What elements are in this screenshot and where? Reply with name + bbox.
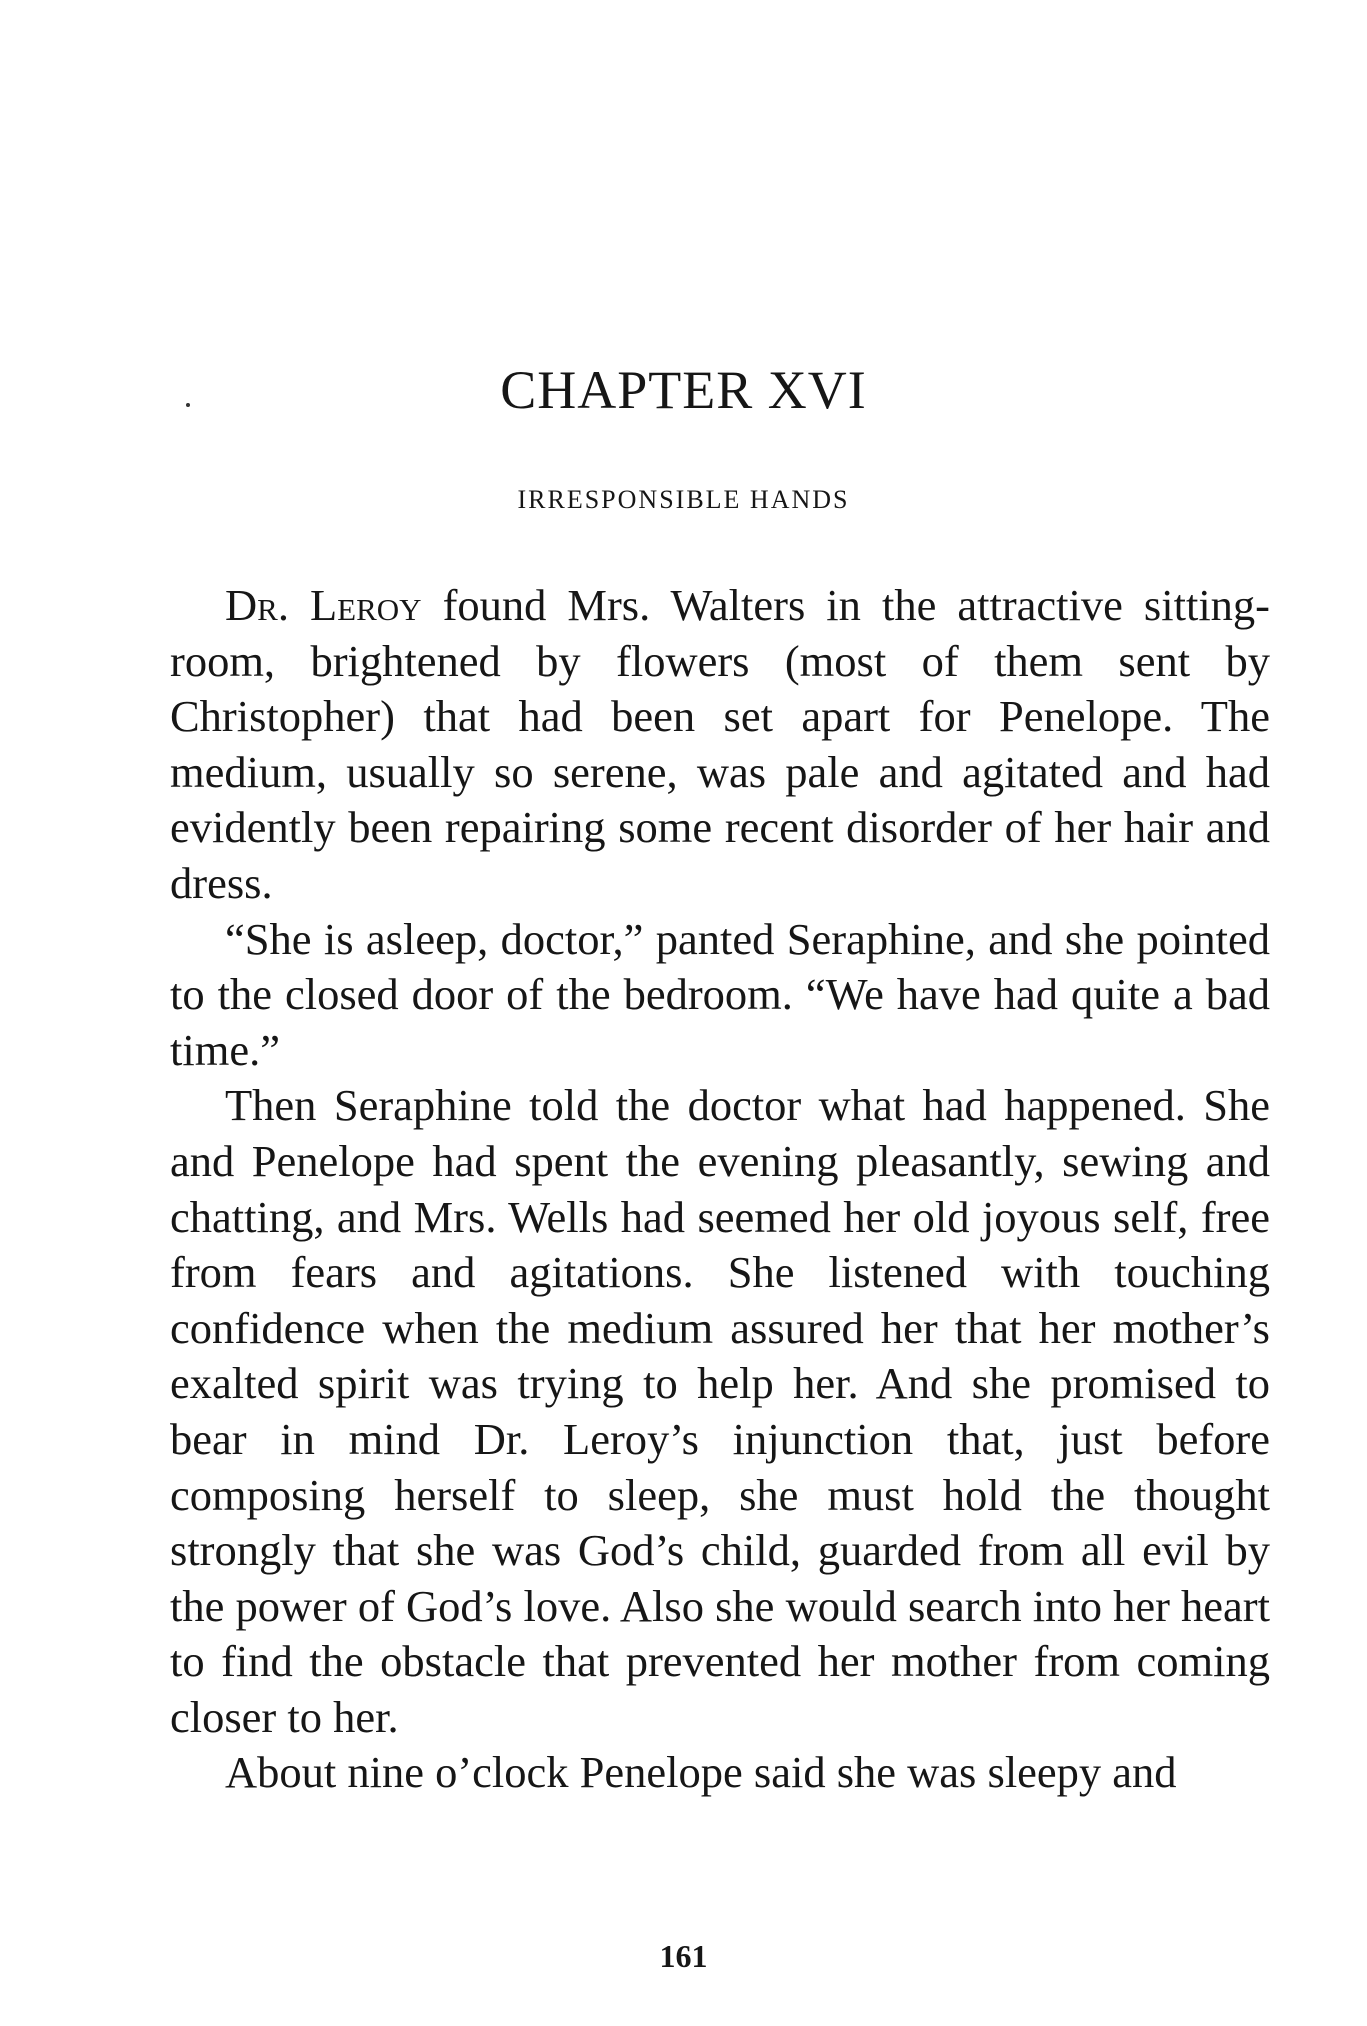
chapter-title: CHAPTER XVI bbox=[500, 360, 867, 420]
paragraph-3: Then Seraphine told the doctor what had happened. She and Penelope had spent the evening pleasantly, sewing and chatting, and Mrs. Wells had seemed her old joyous self, free from fears and agitations. She listened with touching confidence when the medium assured her that her mother’s exalted spirit was trying to help her. And she promised to bear in mind Dr. Leroy’s injunction that, just before composing herself to sleep, she must hold the thought strongly that she was God’s child, guarded from all evil by the power of God’s love. Also she would search into her heart to find the obstacle that prevented her mother from coming closer to her. bbox=[170, 1080, 1270, 1742]
paragraph-4: About nine o’clock Penelope said she was sleepy and bbox=[225, 1747, 1177, 1798]
page-number: 161 bbox=[659, 1938, 708, 1974]
paragraph-lead-name: Dr. Leroy bbox=[225, 580, 422, 630]
paragraph-1 bbox=[170, 578, 1270, 912]
paragraph-2: “She is asleep, doctor,” panted Seraphine, and she pointed to the closed door of the bedroom. “We have had quite a bad time.” bbox=[170, 913, 1270, 1075]
body-text bbox=[170, 578, 1270, 1801]
paragraph-text: found Mrs. Walters in the attractive sitting-room, brightened by flowers (most of them sent by Christopher) that had been set apart for Penelope. The medium, usually so serene, was pale and agitated and had evidently been repairing some recent disorder of her hair and dress. bbox=[170, 580, 1270, 908]
chapter-subtitle: IRRESPONSIBLE HANDS bbox=[517, 485, 850, 514]
